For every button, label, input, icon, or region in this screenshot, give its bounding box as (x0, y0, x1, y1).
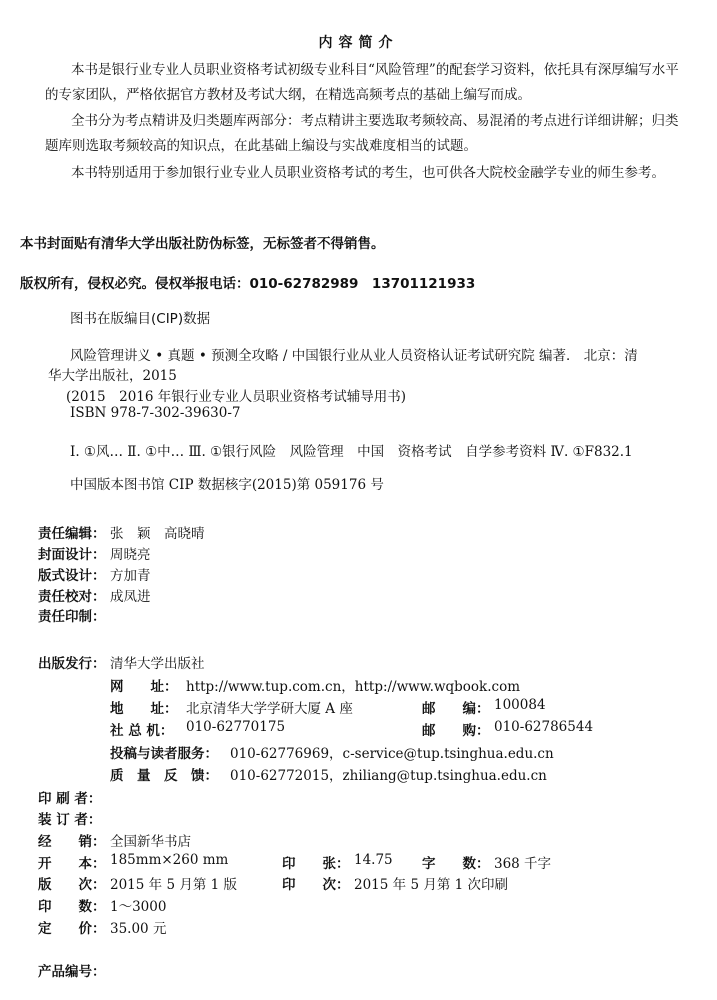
page-title: 内容简介 (318, 35, 399, 51)
staff-label: 封面设计： (38, 547, 106, 563)
staff-label: 责任校对： (38, 589, 106, 605)
staff-label: 责任编辑： (38, 526, 106, 542)
cip-classification: Ⅰ. ①风… Ⅱ. ①中… Ⅲ. ①银行风险 风险管理 中国 资格考试 自学参考资料 Ⅳ. ①F832.1 (70, 444, 633, 460)
price-label: 定 价： (38, 921, 106, 937)
distributor-value: 全国新华书店 (110, 834, 191, 850)
quality-feedback-value: 010-62772015，zhiliang@tup.tsinghua.edu.cn (230, 768, 547, 784)
format-value: 185mm×260 mm (110, 852, 229, 868)
cip-line-3: (2015 2016 年银行业专业人员职业资格考试辅导用书) (66, 389, 407, 405)
sheets-value: 14.75 (354, 852, 393, 868)
staff-value: 成凤进 (110, 589, 151, 605)
copyright-notice: 版权所有，侵权必究。侵权举报电话：010-62782989 13701121933 (20, 276, 476, 292)
website-value: http://www.tup.com.cn，http://www.wqbook.com (186, 679, 521, 695)
distributor-label: 经 销： (38, 834, 106, 850)
switchboard-label: 社 总 机： (110, 723, 174, 739)
cip-line-1: 风险管理讲义 • 真题 • 预测全攻略 / 中国银行业从业人员资格认证考试研究院 编著． 北京：清 (70, 348, 638, 364)
mail-order-value: 010-62786544 (494, 719, 594, 735)
staff-value: 张 颖 高晓晴 (110, 526, 205, 542)
reader-service-label: 投稿与读者服务： (110, 746, 218, 762)
price-value: 35.00 元 (110, 921, 167, 937)
address-label: 地 址： (110, 701, 178, 717)
impression-label: 印 次： (282, 877, 350, 893)
mail-order-label: 邮 购： (422, 723, 490, 739)
publisher-label: 出版发行： (38, 656, 106, 672)
publisher-name: 清华大学出版社 (110, 656, 205, 672)
intro-paragraph-2: 全书分为考点精讲及归类题库两部分：考点精讲主要选取考频较高、易混淆的考点进行详细讲解；归类题库则选取考频较高的知识点，在此基础上编设与实战难度相当的试题。 (45, 113, 679, 154)
switchboard-value: 010-62770175 (186, 719, 286, 735)
product-number-label: 产品编号： (38, 964, 106, 980)
copies-label: 印 数： (38, 899, 106, 915)
printer-label: 印 刷 者： (38, 791, 102, 807)
quality-feedback-label: 质 量 反 馈： (110, 768, 218, 784)
edition-label: 版 次： (38, 877, 106, 893)
cip-line-2: 华大学出版社，2015 (48, 368, 177, 384)
cip-record: 中国版本图书馆 CIP 数据核字(2015)第 059176 号 (70, 477, 384, 493)
staff-value: 方加青 (110, 568, 151, 584)
reader-service-value: 010-62776969，c-service@tup.tsinghua.edu.cn (230, 746, 554, 762)
anti-fake-notice: 本书封面贴有清华大学出版社防伪标签，无标签者不得销售。 (20, 236, 385, 252)
intro-paragraph-3: 本书特别适用于参加银行业专业人员职业资格考试的考生，也可供各大院校金融学专业的师生参考。 (71, 165, 665, 181)
format-label: 开 本： (38, 856, 106, 872)
word-count-label: 字 数： (422, 856, 490, 872)
copies-value: 1～3000 (110, 899, 167, 915)
cip-heading: 图书在版编目(CIP)数据 (70, 311, 211, 327)
sheets-label: 印 张： (282, 856, 350, 872)
postcode-value: 100084 (494, 697, 546, 713)
staff-label: 版式设计： (38, 568, 106, 584)
edition-value: 2015 年 5 月第 1 版 (110, 877, 237, 893)
staff-label: 责任印制： (38, 609, 106, 625)
intro-paragraph-1: 本书是银行业专业人员职业资格考试初级专业科目“风险管理”的配套学习资料，依托具有深厚编写水平的专家团队，严格依据官方教材及考试大纲，在精选高频考点的基础上编写而成。 (45, 62, 679, 103)
cip-isbn: ISBN 978-7-302-39630-7 (70, 405, 241, 421)
address-value: 北京清华大学学研大厦 A 座 (186, 701, 353, 717)
staff-value: 周晓亮 (110, 547, 151, 563)
word-count-value: 368 千字 (494, 856, 552, 872)
impression-value: 2015 年 5 月第 1 次印刷 (354, 877, 508, 893)
postcode-label: 邮 编： (422, 701, 490, 717)
binder-label: 装 订 者： (38, 812, 102, 828)
website-label: 网 址： (110, 679, 178, 695)
